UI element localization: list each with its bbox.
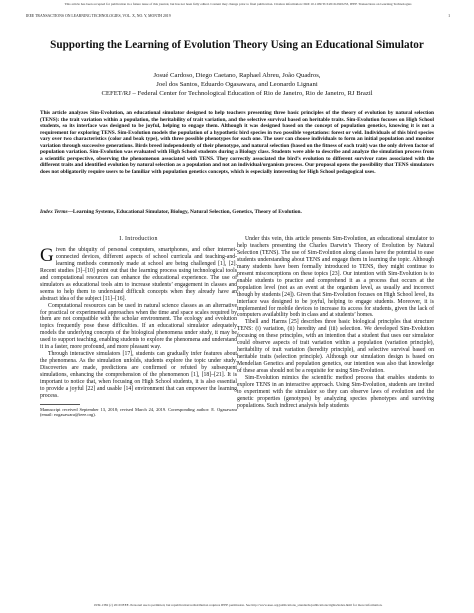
body-paragraph-3: Sim-Evolution mimics the scientific method process that enables students to explore TENS in an interactive approach. Using Sim-Evolution, students are invited to experiment with the simulator so they can observe laws of evolution and the genetic properties (genotypes) by analyzing species phenotypes and surviving populations. Such indirect analysis help students [237, 375, 434, 409]
body-paragraph-1: Under this vein, this article presents Sim-Evolution, an educational simulator to help teachers presenting the Charles Darwin’s Theory of Evolution by Natural Selection (TENS). The use of Sim-Evolution along classes have the potential to ease students understanding about TENS and engage them in learning the topic. Although many students have been formally introduced to TENS, they might continue to present misconceptions on these topics [23]. Our intention with Sim-Evolution is to enable students to practice and comprehend it as a process that occurs at the population level (not as an event at the organism level, as usually and incorrect though by students [24]). Given that Sim-Evolution focuses on High School level, its interface was designed to be joyful, helping to engage students. Moreover, it is implemented for mobile devices to increase its access for students, given the lack of computers availability both in class and at students’ homes. [237, 236, 434, 319]
paper-title: Supporting the Learning of Evolution Theory Using an Educational Simulator [50, 39, 424, 51]
page-number: 1 [448, 14, 450, 18]
section-heading: I. Introduction [119, 236, 158, 242]
author-line-1: Josué Cardoso, Diego Caetano, Raphael Abreu, João Quadros, [153, 72, 321, 79]
right-column [237, 236, 434, 410]
index-terms-label: Index Terms [40, 209, 68, 215]
abstract: This article analyzes Sim-Evolution, an educational simulator designed to help teachers presenting three basic principles of the theory of evolution by natural selection (TENS): the trait variation within a population, the heritability of trait variation, and the selective survival based on heritable traits. Sim-Evolution focuses on High School students, so its interface was designed to be joyful, helping to engage them. Although it was designed based on the concept of population genetics, knowing it is not a requirement for exploring TENS. Sim-Evolution models the population of a hypothetic bird species in two possible vegetations: forest or veld. Individuals of this bird species vary over two characteristics (color and beak type), with three possible phenotypes for each one. The user can choose individuals to form an initial population and monitor variation through successive generations. Birds breed independently of their phenotype, and natural selection (based on the fitness of each trait) was the only driven factor of population variation. Sim-Evolution was evaluated with High School students during a Biology class. Students were able to describe and analyze the simulation process from a scientific perspective, observing the phenomenon associated with TENS. They correctly associated the bird’s evolution to different survivor rates associated with the different traits and identified evolution by natural selection as a population and not an individual/organism process. Our proposal opens the possibility that TENS simulators does not obligatorily require users to be familiar with population genetics concepts, which is especially interesting for High School pedagogical uses. [40, 110, 434, 175]
drop-cap: G [40, 244, 54, 266]
footnote-rule [40, 404, 80, 405]
index-terms-text: —Learning Systems, Educational Simulator, Biology, Natural Selection, Genetics, Theory of Evolution. [67, 209, 302, 215]
copyright-footer: 1939-1382 (c) 2019 IEEE. Personal use is permitted, but republication/redistribution requires IEEE permission. See http://www.ieee.org/publications_standards/publications/rights/index.html for more information. [93, 603, 383, 607]
author-block [0, 71, 474, 98]
running-head: IEEE TRANSACTIONS ON LEARNING TECHNOLOGIES, VOL. X, NO. Y, MONTH 2019 [26, 14, 171, 18]
index-terms [40, 209, 434, 216]
manuscript-footnote: Manuscript received September 13, 2018; revised March 24, 2019. Corresponding author: E. Ogasawara (email: eogasawara@ieee.org). [40, 406, 237, 418]
publication-notice: This article has been accepted for publication in a future issue of this journal, but has not been fully edited. Content may change prior to final publication. Citation information: DOI 10.1109/TLT.2019.2945253, IEEE Transactions on Learning Technologies [64, 2, 412, 6]
body-paragraph-2: Tibell and Harms [25] describes three basic biological principles that structure TENS: (i) variation, (ii) heredity and (iii) selection. We developed Sim-Evolution focusing on these principles, with an intention that a student that uses our simulator could observe aspects of trait variation within a population (variation principle), heritability of trait variation (heredity principle), and selective survival based on heritable traits (selection principle). Although our simulation design is based on Mendelian Genetics and population genetics, our intention was also that knowledge of these areas should not be a requisite for using Sim-Evolution. [237, 319, 434, 375]
left-column [40, 236, 237, 418]
affiliation: CEFET/RJ – Federal Center for Technological Education of Rio de Janeiro, Rio de Janeiro, RJ Brazil [101, 90, 373, 97]
author-line-2: Joel dos Santos, Eduardo Ogasawara, and Leonardo Lignani [156, 81, 318, 88]
intro-paragraph-2: Computational resources can be used in natural science classes as an alternative for practical or experimental approaches when the time and space scales required by them are not compatible with the scholar environment. The ecology and evolution topics frequently pose these difficulties. If an educational simulator adequately models the underlying concepts of the biological phenomena under study, it may be used to support teaching, enabling students to explore the phenomena and understand it in a faster, more profound, and more pleasant way. [40, 302, 237, 351]
intro-paragraph-3: Through interactive simulators [17], students can gradually infer features about the phenomena. As the simulation unfolds, students explore the topic under study. Discoveries are made, predictions are confirmed or refuted by subsequent simulations, enhancing the comprehension of the phenomenon [1], [18]–[21]. It is important to notice that, when focusing on High School students, it is also essential to provide a joyful [22] and usable [14] environment that can empower the learning process. [40, 351, 237, 399]
intro-paragraph-1 [40, 244, 237, 303]
intro-paragraph-1-text: iven the ubiquity of personal computers, smartphones, and other internet-connected devices, different aspects of school curricula and teaching-and-learning methods commonly made at school are being challenged [1], [2]. Recent studies [3]–[10] point out that the learning process using technological tools and computational resources can enhance the educational experience. The use of simulators as educational tools aim to increase students’ engagement in classes and seems to help them to understand difficult concepts when they already have an abstract idea of the subject [11]–[16]. [40, 246, 237, 302]
